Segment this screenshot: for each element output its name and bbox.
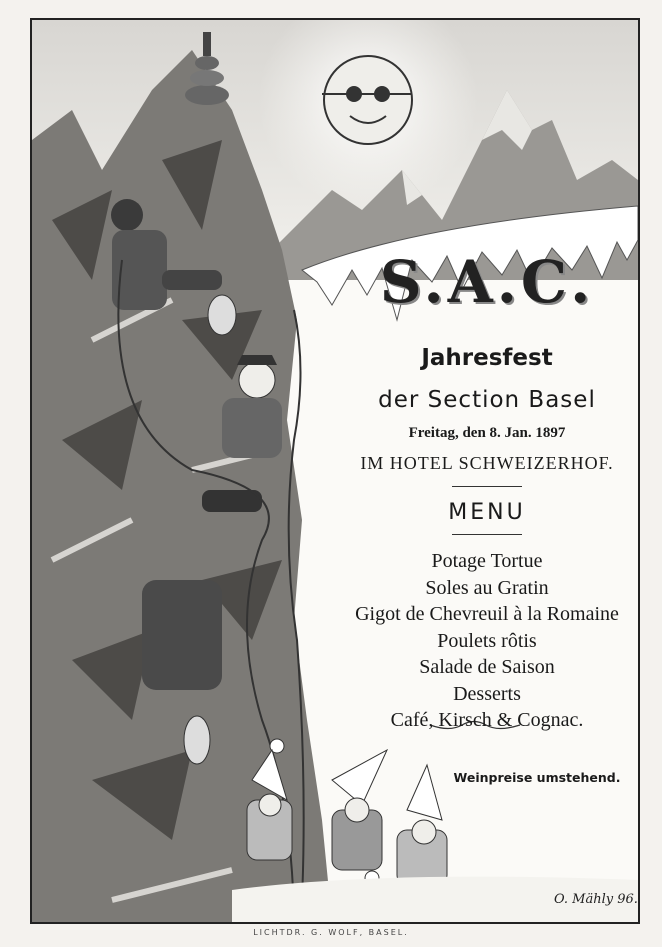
event-title: Jahresfest: [421, 345, 553, 371]
printer-credit: LICHTDR. G. WOLF, BASEL.: [253, 928, 409, 937]
menu-course: Salade de Saison: [419, 656, 555, 678]
event-date: Freitag, den 8. Jan. 1897: [408, 425, 566, 441]
event-venue: IM HOTEL SCHWEIZERHOF.: [360, 453, 614, 473]
menu-course: Café, Kirsch & Cognac.: [390, 709, 584, 731]
moon-face-icon: [322, 56, 412, 144]
sac-title: S.A.C.: [379, 248, 595, 316]
menu-course: Desserts: [453, 682, 521, 705]
menu-heading: MENU: [448, 500, 526, 525]
section-name: der Section Basel: [378, 387, 596, 413]
gnome-middle: [332, 750, 387, 870]
menu-course: Soles au Gratin: [425, 576, 549, 599]
menu-card: [30, 18, 640, 924]
artist-signature: O. Mähly 96.: [554, 892, 638, 907]
divider: [452, 486, 522, 487]
menu-course-list: [332, 548, 640, 734]
menu-course: Gigot de Chevreuil à la Romaine: [355, 603, 619, 625]
menu-course: Potage Tortue: [431, 550, 543, 572]
divider: [452, 534, 522, 535]
wine-note: Weinpreise umstehend.: [453, 770, 621, 785]
menu-course: Poulets rôtis: [437, 629, 537, 652]
